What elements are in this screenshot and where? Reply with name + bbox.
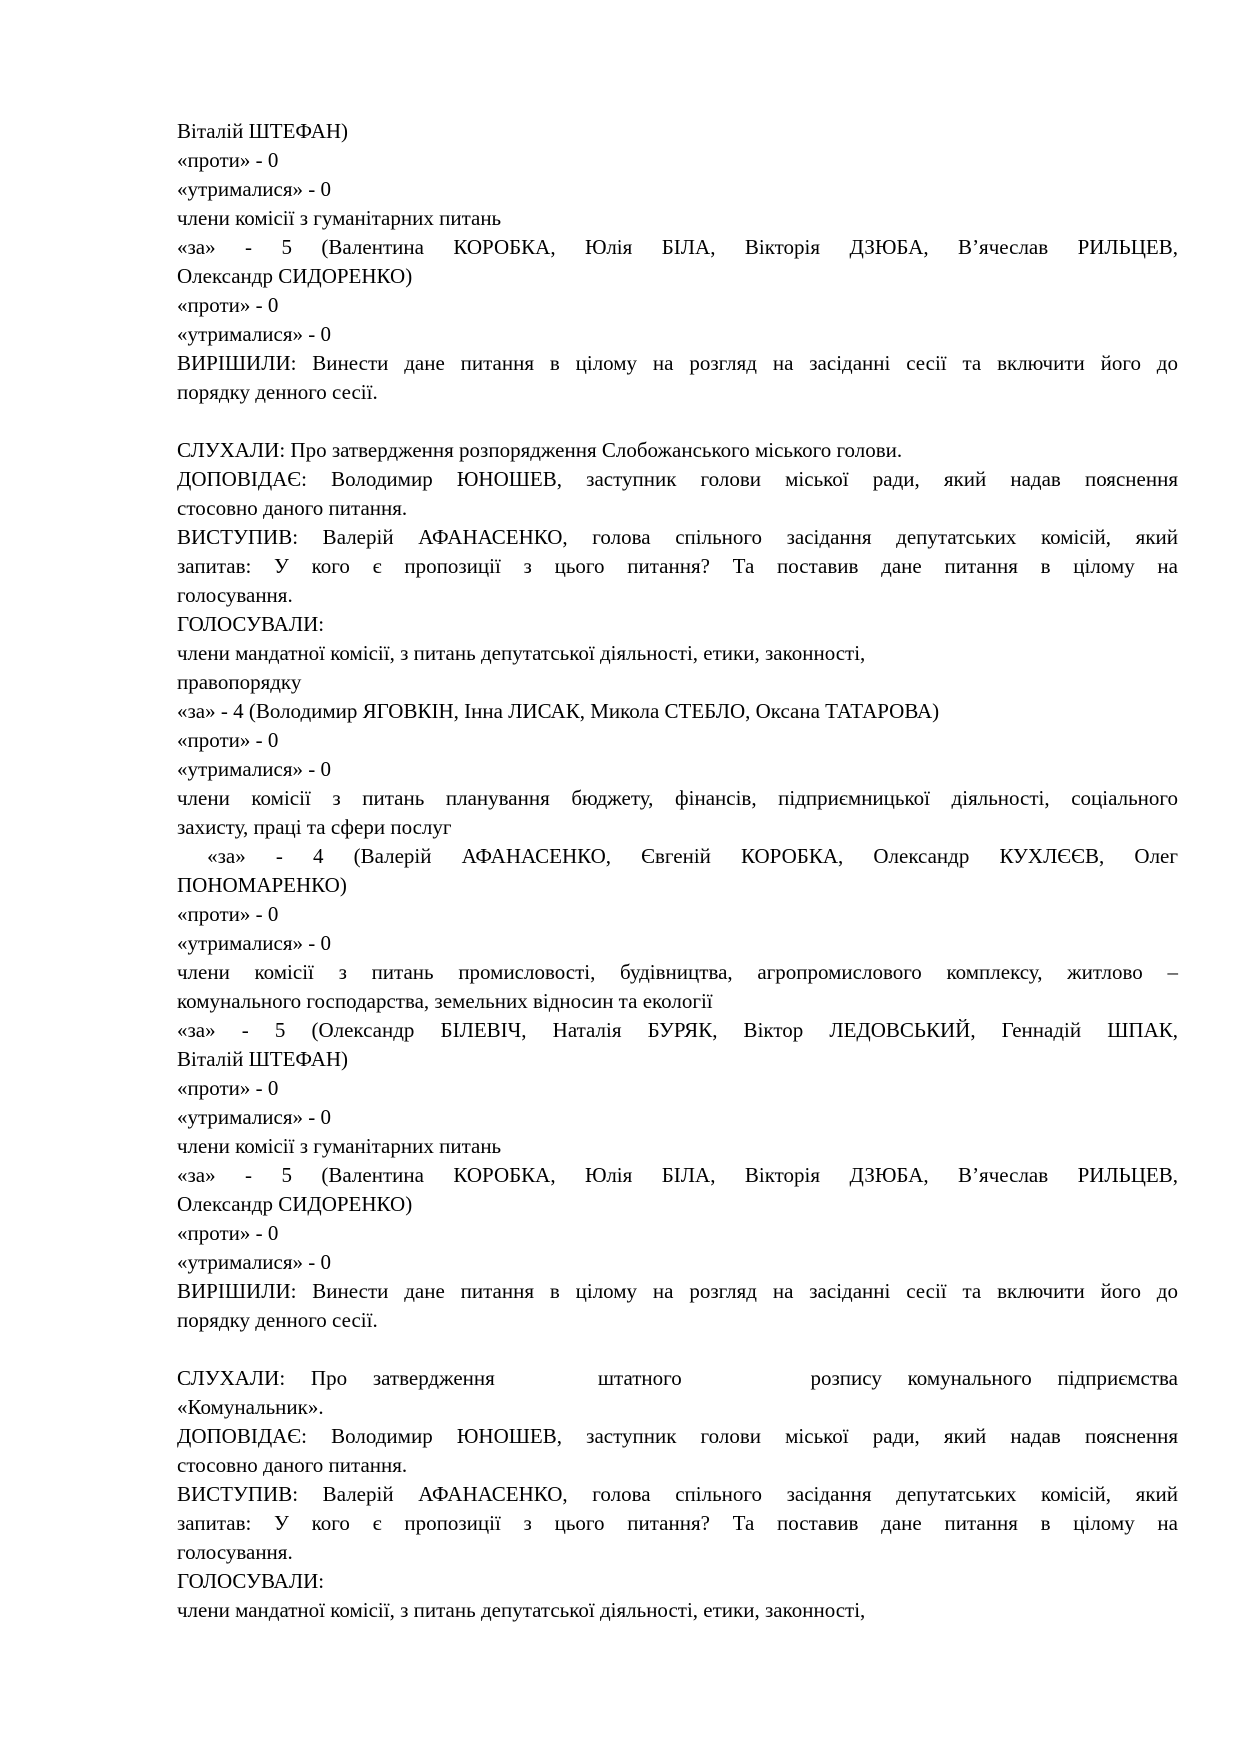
text-line: «за» - 4 (Валерій АФАНАСЕНКО, Євгеній КОРОБКА, Олександр КУХЛЄЄВ, Олег bbox=[177, 844, 1178, 868]
text-line: члени мандатної комісії, з питань депутатської діяльності, етики, законності, bbox=[177, 641, 866, 665]
text-line: члени комісії з гуманітарних питань bbox=[177, 1134, 502, 1158]
text-line: запитав: У кого є пропозиції з цього питання? Та поставив дане питання в цілому на bbox=[177, 554, 1178, 578]
text-line: «проти» - 0 bbox=[177, 1221, 279, 1245]
text-line: ВИРІШИЛИ: Винести дане питання в цілому на розгляд на засіданні сесії та включити його до bbox=[177, 351, 1178, 375]
text-line: ДОПОВІДАЄ: Володимир ЮНОШЕВ, заступник голови міської ради, який надав пояснення bbox=[177, 1424, 1178, 1448]
text-line: порядку денного сесії. bbox=[177, 1308, 378, 1332]
text-line: «Комунальник». bbox=[177, 1395, 324, 1419]
text-line: «проти» - 0 bbox=[177, 148, 279, 172]
text-line: ГОЛОСУВАЛИ: bbox=[177, 1569, 325, 1593]
text-line: «проти» - 0 bbox=[177, 1076, 279, 1100]
text-line: Олександр СИДОРЕНКО) bbox=[177, 1192, 413, 1216]
text-line: Віталій ШТЕФАН) bbox=[177, 119, 349, 143]
text-line: СЛУХАЛИ: Про затвердження штатного розпису комунального підприємства bbox=[177, 1366, 1178, 1390]
text-line: запитав: У кого є пропозиції з цього питання? Та поставив дане питання в цілому на bbox=[177, 1511, 1178, 1535]
text-line: «за» - 5 (Валентина КОРОБКА, Юлія БІЛА, Вікторія ДЗЮБА, В’ячеслав РИЛЬЦЕВ, bbox=[177, 1163, 1178, 1187]
blank-line bbox=[177, 1335, 1178, 1364]
blank-line bbox=[177, 407, 1178, 436]
text-line: стосовно даного питання. bbox=[177, 1453, 408, 1477]
text-line: «за» - 5 (Валентина КОРОБКА, Юлія БІЛА, Вікторія ДЗЮБА, В’ячеслав РИЛЬЦЕВ, bbox=[177, 235, 1178, 259]
text-line: порядку денного сесії. bbox=[177, 380, 378, 404]
text-line: Олександр СИДОРЕНКО) bbox=[177, 264, 413, 288]
text-line: «утрималися» - 0 bbox=[177, 757, 332, 781]
text-line: «утрималися» - 0 bbox=[177, 1105, 332, 1129]
text-line: члени мандатної комісії, з питань депутатської діяльності, етики, законності, bbox=[177, 1598, 866, 1622]
text-line: члени комісії з питань промисловості, будівництва, агропромислового комплексу, житлово – bbox=[177, 960, 1178, 984]
text-line: члени комісії з гуманітарних питань bbox=[177, 206, 502, 230]
text-line: «утрималися» - 0 bbox=[177, 322, 332, 346]
text-line: ДОПОВІДАЄ: Володимир ЮНОШЕВ, заступник голови міської ради, який надав пояснення bbox=[177, 467, 1178, 491]
text-line: «утрималися» - 0 bbox=[177, 1250, 332, 1274]
text-line: ВИСТУПИВ: Валерій АФАНАСЕНКО, голова спільного засідання депутатських комісій, який bbox=[177, 1482, 1178, 1506]
text-line: ГОЛОСУВАЛИ: bbox=[177, 612, 325, 636]
text-line: «за» - 5 (Олександр БІЛЕВІЧ, Наталія БУРЯК, Віктор ЛЕДОВСЬКИЙ, Геннадій ШПАК, bbox=[177, 1018, 1178, 1042]
text-line: голосування. bbox=[177, 583, 293, 607]
text-line: члени комісії з питань планування бюджету, фінансів, підприємницької діяльності, соціального bbox=[177, 786, 1178, 810]
text-line: стосовно даного питання. bbox=[177, 496, 408, 520]
text-line: Віталій ШТЕФАН) bbox=[177, 1047, 349, 1071]
text-line: «за» - 4 (Володимир ЯГОВКІН, Інна ЛИСАК, Микола СТЕБЛО, Оксана ТАТАРОВА) bbox=[177, 699, 940, 723]
text-line: ПОНОМАРЕНКО) bbox=[177, 873, 347, 897]
document-body bbox=[177, 117, 1178, 1625]
text-line: «проти» - 0 bbox=[177, 902, 279, 926]
text-line: правопорядку bbox=[177, 670, 302, 694]
text-line: «утрималися» - 0 bbox=[177, 931, 332, 955]
text-line: захисту, праці та сфери послуг bbox=[177, 815, 452, 839]
text-line: ВИРІШИЛИ: Винести дане питання в цілому на розгляд на засіданні сесії та включити його до bbox=[177, 1279, 1178, 1303]
text-line: «проти» - 0 bbox=[177, 293, 279, 317]
text-line: голосування. bbox=[177, 1540, 293, 1564]
text-line: комунального господарства, земельних відносин та екології bbox=[177, 989, 713, 1013]
text-line: «проти» - 0 bbox=[177, 728, 279, 752]
text-line: СЛУХАЛИ: Про затвердження розпорядження Слобожанського міського голови. bbox=[177, 438, 903, 462]
text-line: «утрималися» - 0 bbox=[177, 177, 332, 201]
text-line: ВИСТУПИВ: Валерій АФАНАСЕНКО, голова спільного засідання депутатських комісій, який bbox=[177, 525, 1178, 549]
